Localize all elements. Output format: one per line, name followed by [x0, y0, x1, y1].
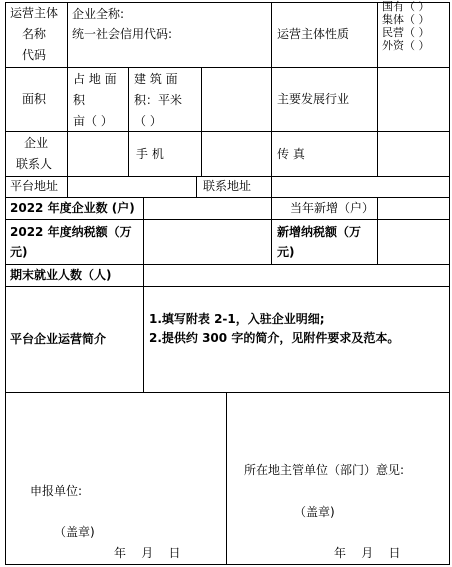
building-area-line-2: 积：平米 [134, 93, 183, 107]
building-area-line-3[interactable]: （ ） [134, 114, 162, 128]
row-line [5, 67, 450, 68]
col-line [67, 2, 68, 67]
new-tax-label-1: 新增纳税额（万 [277, 225, 362, 239]
nature-option-private[interactable]: 民营（ ） [382, 26, 430, 39]
col-line [226, 392, 227, 565]
phone-label: 手 机 [136, 147, 164, 161]
land-area-line-1: 占 地 面 [73, 72, 117, 86]
tax-2022-label-1: 2022 年度纳税额（万 [10, 225, 132, 239]
area-label: 面积 [22, 92, 47, 106]
row-line [5, 219, 450, 220]
table-border-left [5, 2, 6, 565]
col-line [271, 2, 272, 67]
row-line [5, 392, 450, 393]
intro-label: 平台企业运营简介 [10, 332, 107, 346]
new-this-year-label: 当年新增（户） [290, 201, 375, 215]
fax-label: 传 真 [277, 147, 305, 161]
col-line [143, 197, 144, 264]
authority-date: 年 月 日 [334, 546, 401, 560]
row-line [5, 197, 450, 198]
col-line [67, 176, 68, 197]
contact-label-1: 企业 [24, 136, 49, 150]
contact-address-label: 联系地址 [203, 179, 252, 193]
row-line [5, 176, 450, 177]
col-line [271, 197, 272, 264]
land-area-line-2: 积 [73, 93, 86, 107]
row-line [5, 286, 450, 287]
nature-option-foreign[interactable]: 外资（ ） [382, 39, 430, 52]
operator-label-3: 代码 [22, 48, 47, 62]
new-tax-label-2: 元) [277, 245, 295, 259]
col-line [377, 2, 378, 67]
companies-2022-label: 2022 年度企业数 (户) [10, 201, 135, 215]
intro-instruction-2: 2.提供约 300 字的简介，见附件要求及范本。 [149, 331, 400, 345]
col-line [196, 176, 197, 197]
col-line [143, 264, 144, 286]
row-line [5, 264, 450, 265]
table-border-bottom [5, 564, 450, 565]
col-line [377, 67, 378, 176]
building-area-line-1: 建 筑 面 [134, 72, 178, 86]
company-full-name-field[interactable]: 企业全称: [72, 7, 125, 21]
tax-2022-label-2: 元) [10, 245, 28, 259]
applicant-seal: （盖章) [54, 525, 95, 539]
credit-code-field[interactable]: 统一社会信用代码: [72, 27, 173, 41]
main-industry-label: 主要发展行业 [277, 92, 350, 106]
employees-label: 期末就业人数（人) [10, 268, 112, 282]
applicant-date: 年 月 日 [114, 546, 181, 560]
authority-seal: （盖章) [294, 505, 335, 519]
nature-option-state[interactable]: 国有（ ） [382, 0, 430, 13]
row-line [5, 131, 450, 132]
land-area-line-3[interactable]: 亩（ ） [73, 114, 113, 128]
table-border-right [449, 2, 450, 565]
col-line [271, 67, 272, 176]
col-line [271, 176, 272, 197]
platform-address-label: 平台地址 [10, 179, 59, 193]
authority-opinion-label: 所在地主管单位（部门）意见: [244, 463, 405, 477]
contact-label-2: 联系人 [16, 157, 53, 171]
col-line [67, 67, 68, 176]
intro-instruction-1: 1.填写附表 2-1，入驻企业明细; [149, 312, 325, 326]
operator-label-2: 名称 [22, 27, 47, 41]
col-line [143, 286, 144, 392]
nature-option-collective[interactable]: 集体（ ） [382, 13, 430, 26]
operator-label-1: 运营主体 [10, 6, 59, 20]
col-line [128, 67, 129, 176]
applicant-label: 申报单位: [30, 484, 83, 498]
col-line [201, 67, 202, 176]
operator-nature-label: 运营主体性质 [277, 27, 350, 41]
col-line [377, 197, 378, 264]
